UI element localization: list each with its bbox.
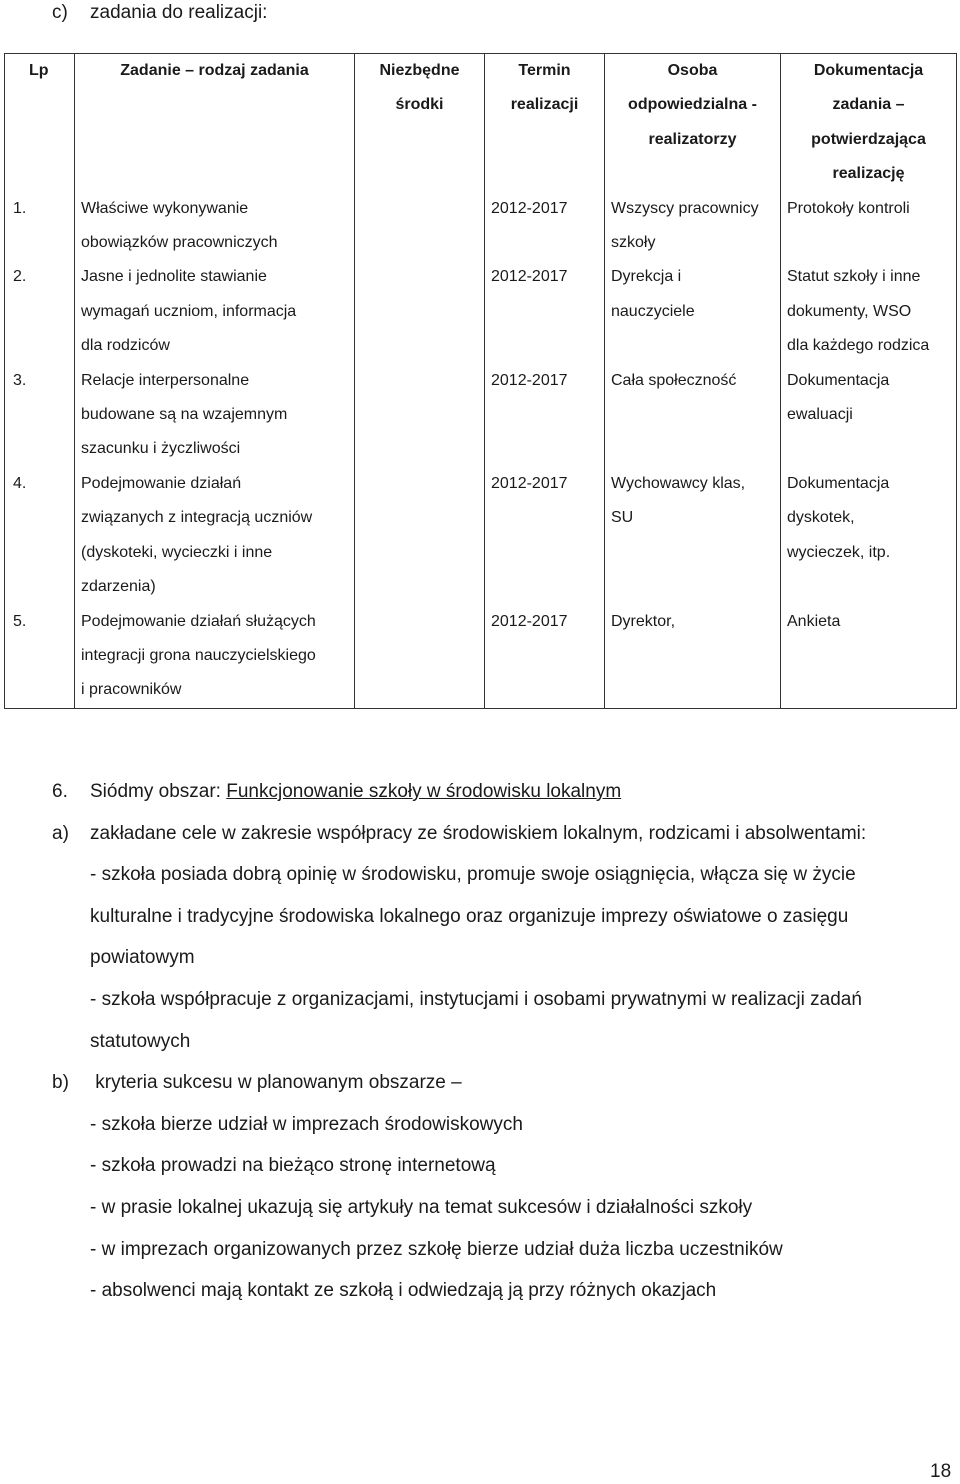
goals-heading: [52, 813, 932, 855]
cell-task: Relacje interpersonalne budowane są na wzajemnym szacunku i życzliwości: [75, 364, 355, 467]
criteria-item: - szkoła bierze udział w imprezach środowiskowych: [90, 1113, 523, 1135]
table-row: [5, 260, 957, 363]
criteria-item: - absolwenci mają kontakt ze szkołą i odwiedzają ją przy różnych okazjach: [90, 1280, 717, 1302]
header-person: Osoba odpowiedzialna - realizatorzy: [605, 54, 781, 192]
criteria-heading: [52, 1062, 932, 1104]
goal-item: - szkoła posiada dobrą opinię w środowisku, promuje swoje osiągnięcia, włącza się w życie kulturalne i tradycyjne środowiska lokalnego oraz organizuje imprezy oświatowe o zasięgu powiatowym: [90, 864, 856, 969]
section-title-prefix: Siódmy obszar:: [90, 781, 227, 802]
goals-text: zakładane cele w zakresie współpracy ze środowiskiem lokalnym, rodzicami i absolwentami:: [90, 822, 867, 844]
cell-task: Podejmowanie działań związanych z integracją uczniów (dyskoteki, wycieczki i inne zdarzenia): [75, 467, 355, 605]
cell-task: Jasne i jednolite stawianie wymagań uczniom, informacja dla rodziców: [75, 260, 355, 363]
criteria-item: - w prasie lokalnej ukazują się artykuły na temat sukcesów i działalności szkoły: [90, 1196, 753, 1218]
table-header-row: [5, 54, 957, 192]
heading-text: zadania do realizacji:: [90, 2, 268, 23]
section-number: 6.: [52, 781, 68, 802]
cell-means: [355, 192, 485, 261]
criteria-text: kryteria sukcesu w planowanym obszarze –: [90, 1072, 462, 1094]
criteria-marker: b): [52, 1072, 69, 1094]
header-means: Niezbędne środki: [355, 54, 485, 192]
cell-means: [355, 467, 485, 605]
cell-lp: 1.: [5, 192, 75, 261]
cell-term: 2012-2017: [485, 467, 605, 605]
section-title: [52, 771, 932, 813]
cell-documentation: Statut szkoły i inne dokumenty, WSO dla każdego rodzica: [781, 260, 957, 363]
cell-documentation: Protokoły kontroli: [781, 192, 957, 261]
cell-term: 2012-2017: [485, 605, 605, 709]
cell-task: Właściwe wykonywanie obowiązków pracowniczych: [75, 192, 355, 261]
table-row: [5, 467, 957, 605]
criteria-item: - w imprezach organizowanych przez szkołę bierze udział duża liczba uczestników: [90, 1238, 783, 1260]
goals-marker: a): [52, 822, 69, 844]
tasks-table: [4, 53, 957, 709]
cell-person: Dyrekcja i nauczyciele: [605, 260, 781, 363]
cell-means: [355, 364, 485, 467]
cell-means: [355, 260, 485, 363]
cell-person: Dyrektor,: [605, 605, 781, 709]
table-row: [5, 605, 957, 709]
section-seven: [52, 771, 932, 1312]
table-row: [5, 192, 957, 261]
cell-person: Wszyscy pracownicy szkoły: [605, 192, 781, 261]
cell-term: 2012-2017: [485, 192, 605, 261]
header-term: Termin realizacji: [485, 54, 605, 192]
header-task: Zadanie – rodzaj zadania: [75, 54, 355, 192]
cell-lp: 5.: [5, 605, 75, 709]
cell-means: [355, 605, 485, 709]
cell-documentation: Dokumentacja dyskotek, wycieczek, itp.: [781, 467, 957, 605]
cell-person: Cała społeczność: [605, 364, 781, 467]
cell-lp: 3.: [5, 364, 75, 467]
page-number: 18: [930, 1461, 952, 1482]
cell-documentation: Ankieta: [781, 605, 957, 709]
header-documentation: Dokumentacja zadania – potwierdzająca realizację: [781, 54, 957, 192]
cell-documentation: Dokumentacja ewaluacji: [781, 364, 957, 467]
cell-lp: 4.: [5, 467, 75, 605]
section-title-underlined: Funkcjonowanie szkoły w środowisku lokalnym: [226, 781, 622, 802]
table-row: [5, 364, 957, 467]
cell-term: 2012-2017: [485, 260, 605, 363]
section-heading: [52, 0, 267, 26]
cell-lp: 2.: [5, 260, 75, 363]
criteria-item: - szkoła prowadzi na bieżąco stronę internetową: [90, 1155, 496, 1177]
goal-item: - szkoła współpracuje z organizacjami, instytucjami i osobami prywatnymi w realizacji zadań statutowych: [90, 988, 862, 1052]
heading-marker: c): [52, 2, 68, 23]
cell-term: 2012-2017: [485, 364, 605, 467]
header-lp: Lp: [5, 54, 75, 192]
cell-task: Podejmowanie działań służących integracji grona nauczycielskiego i pracowników: [75, 605, 355, 709]
cell-person: Wychowawcy klas, SU: [605, 467, 781, 605]
